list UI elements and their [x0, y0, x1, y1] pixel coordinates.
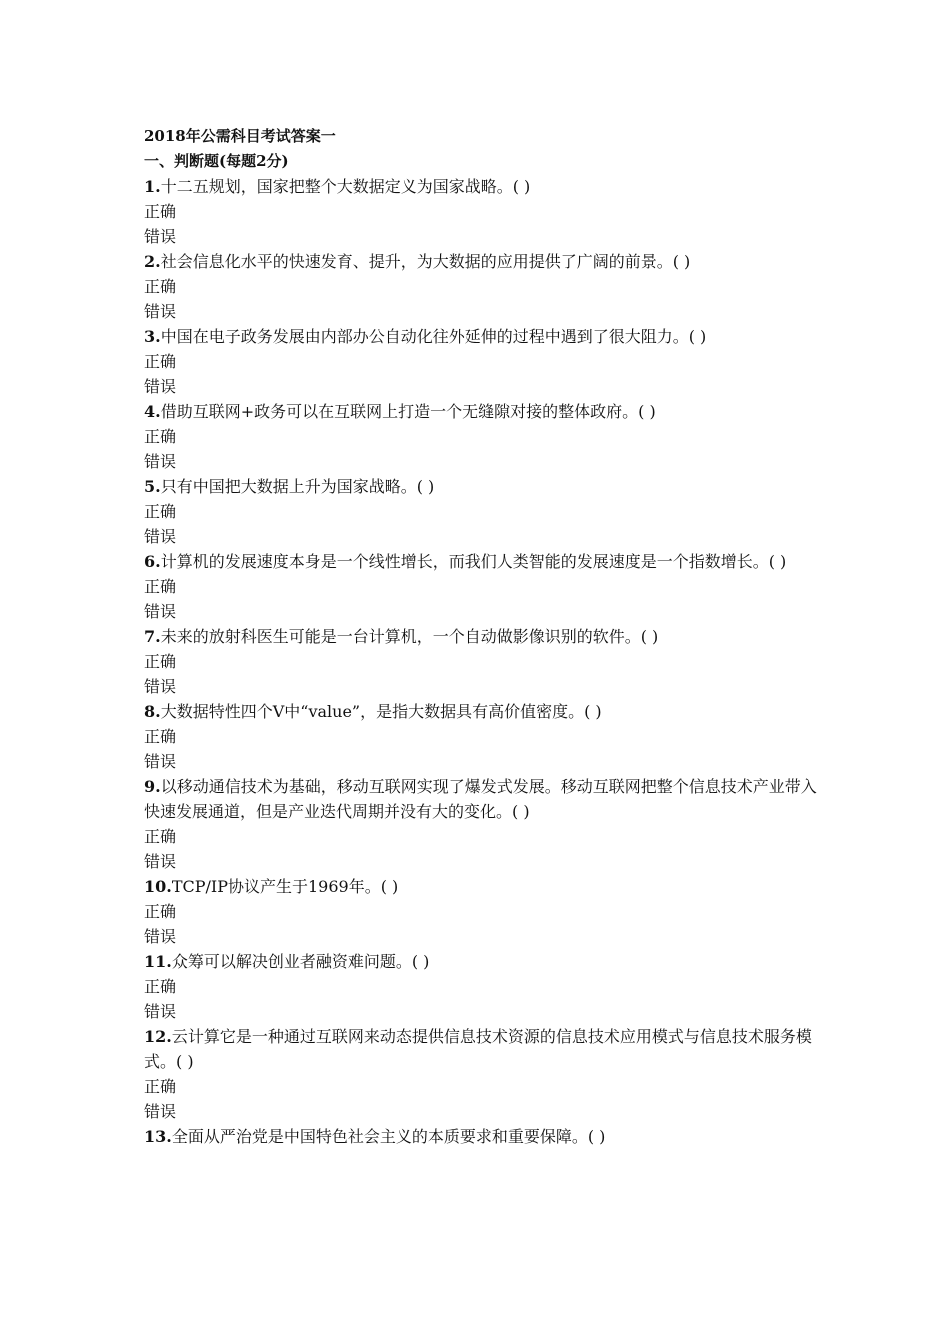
- question-text: [144, 624, 824, 649]
- question-number: 11.: [144, 952, 172, 971]
- question-statement: TCP/IP协议产生于1969年。( ): [171, 877, 399, 896]
- question-item: [144, 1024, 824, 1124]
- question-item: [144, 699, 824, 774]
- question-statement: 社会信息化水平的快速发育、提升，为大数据的应用提供了广阔的前景。( ): [160, 252, 691, 271]
- question-item: [144, 174, 824, 249]
- question-item: [144, 474, 824, 549]
- question-statement: 中国在电子政务发展由内部办公自动化往外延伸的过程中遇到了很大阻力。( ): [160, 327, 707, 346]
- question-statement: 只有中国把大数据上升为国家战略。( ): [160, 477, 435, 496]
- question-item: [144, 949, 824, 1024]
- question-item: [144, 324, 824, 399]
- question-number: 10.: [144, 877, 172, 896]
- option-wrong[interactable]: 错误: [144, 852, 177, 871]
- question-item: [144, 249, 824, 324]
- question-item: [144, 1124, 824, 1149]
- option-wrong[interactable]: 错误: [144, 527, 177, 546]
- option-correct[interactable]: 正确: [144, 977, 177, 996]
- question-text: [144, 874, 824, 899]
- option-correct[interactable]: 正确: [144, 202, 177, 221]
- option-wrong[interactable]: 错误: [144, 602, 177, 621]
- question-text: [144, 399, 824, 424]
- question-number: 9.: [144, 777, 161, 796]
- question-text: [144, 949, 824, 974]
- option-correct[interactable]: 正确: [144, 902, 177, 921]
- question-statement: 全面从严治党是中国特色社会主义的本质要求和重要保障。( ): [171, 1127, 606, 1146]
- question-number: 8.: [144, 702, 161, 721]
- question-item: [144, 624, 824, 699]
- question-item: [144, 549, 824, 624]
- option-correct[interactable]: 正确: [144, 577, 177, 596]
- question-statement: 十二五规划，国家把整个大数据定义为国家战略。( ): [160, 177, 531, 196]
- section-heading: 一、判断题(每题2分): [144, 152, 289, 170]
- question-text: [144, 699, 824, 724]
- question-text: [144, 474, 824, 499]
- option-wrong[interactable]: 错误: [144, 227, 177, 246]
- question-item: [144, 874, 824, 949]
- document-title: 2018年公需科目考试答案一: [144, 127, 336, 145]
- option-wrong[interactable]: 错误: [144, 927, 177, 946]
- question-number: 1.: [144, 177, 161, 196]
- question-statement: 计算机的发展速度本身是一个线性增长，而我们人类智能的发展速度是一个指数增长。( ): [160, 552, 787, 571]
- question-list: [144, 174, 824, 1149]
- question-statement: 以移动通信技术为基础，移动互联网实现了爆发式发展。移动互联网把整个信息技术产业带入快速发展通道，但是产业迭代周期并没有大的变化。( ): [144, 777, 817, 821]
- question-statement: 借助互联网+政务可以在互联网上打造一个无缝隙对接的整体政府。( ): [160, 402, 656, 421]
- option-correct[interactable]: 正确: [144, 727, 177, 746]
- option-correct[interactable]: 正确: [144, 277, 177, 296]
- option-correct[interactable]: 正确: [144, 1077, 177, 1096]
- question-number: 12.: [144, 1027, 172, 1046]
- question-statement: 大数据特性四个V中“value”，是指大数据具有高价值密度。( ): [160, 702, 602, 721]
- option-correct[interactable]: 正确: [144, 827, 177, 846]
- question-number: 2.: [144, 252, 161, 271]
- option-correct[interactable]: 正确: [144, 652, 177, 671]
- question-item: [144, 774, 824, 874]
- question-text: [144, 324, 824, 349]
- question-text: [144, 174, 824, 199]
- question-statement: 未来的放射科医生可能是一台计算机，一个自动做影像识别的软件。( ): [160, 627, 659, 646]
- option-wrong[interactable]: 错误: [144, 1002, 177, 1021]
- question-number: 5.: [144, 477, 161, 496]
- question-statement: 云计算它是一种通过互联网来动态提供信息技术资源的信息技术应用模式与信息技术服务模式。( ): [144, 1027, 812, 1071]
- option-wrong[interactable]: 错误: [144, 377, 177, 396]
- question-number: 7.: [144, 627, 161, 646]
- question-text: [144, 249, 824, 274]
- option-wrong[interactable]: 错误: [144, 677, 177, 696]
- question-text: [144, 1124, 824, 1149]
- question-text: [144, 549, 824, 574]
- question-text: [144, 774, 824, 824]
- question-statement: 众筹可以解决创业者融资难问题。( ): [171, 952, 430, 971]
- question-number: 3.: [144, 327, 161, 346]
- option-wrong[interactable]: 错误: [144, 452, 177, 471]
- question-number: 6.: [144, 552, 161, 571]
- option-correct[interactable]: 正确: [144, 502, 177, 521]
- question-number: 13.: [144, 1127, 172, 1146]
- question-item: [144, 399, 824, 474]
- option-correct[interactable]: 正确: [144, 427, 177, 446]
- option-wrong[interactable]: 错误: [144, 1102, 177, 1121]
- question-number: 4.: [144, 402, 161, 421]
- document-body: [144, 124, 824, 1149]
- option-wrong[interactable]: 错误: [144, 302, 177, 321]
- question-text: [144, 1024, 824, 1074]
- option-correct[interactable]: 正确: [144, 352, 177, 371]
- option-wrong[interactable]: 错误: [144, 752, 177, 771]
